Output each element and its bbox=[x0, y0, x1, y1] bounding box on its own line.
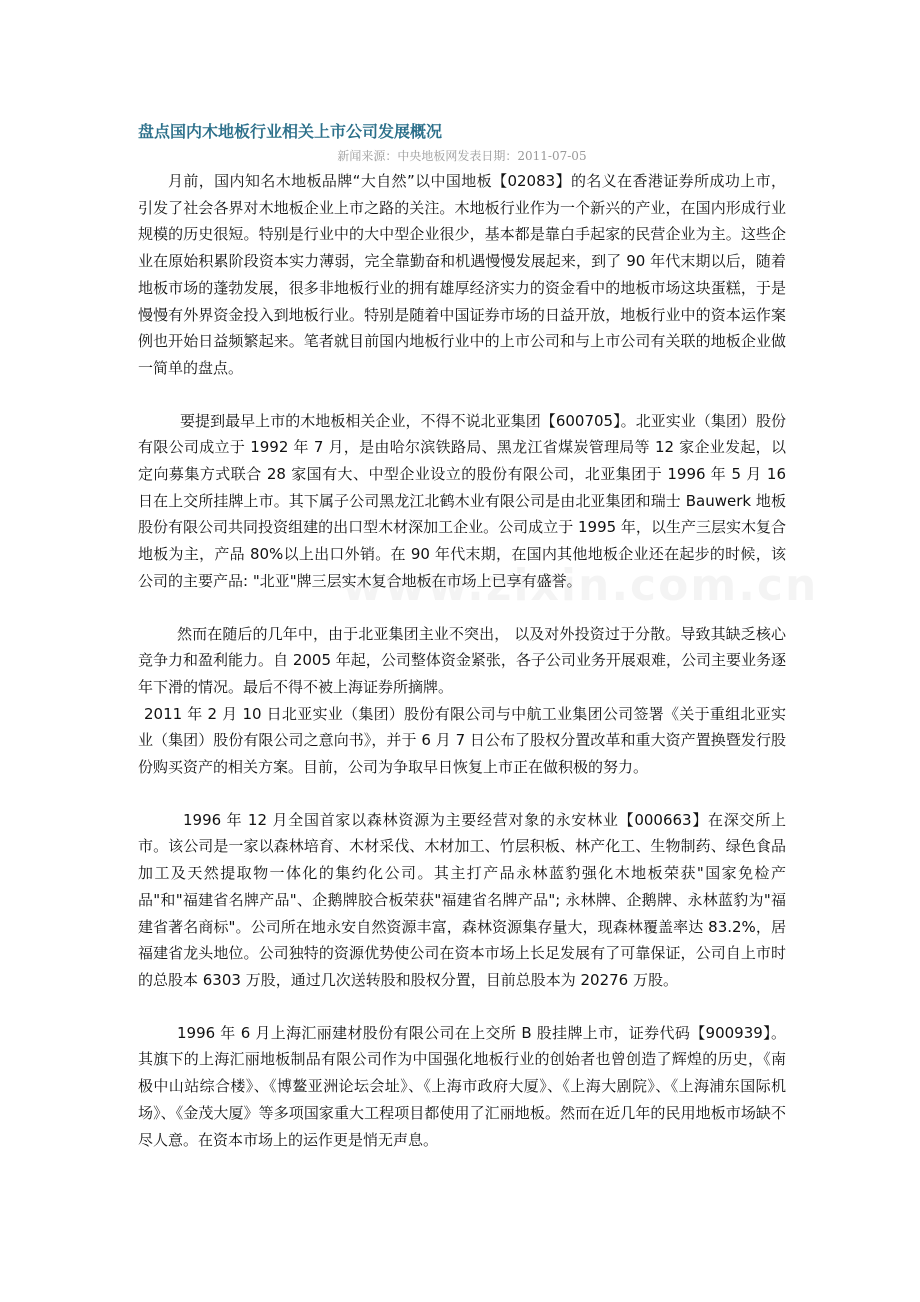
paragraph-gap bbox=[138, 994, 786, 1020]
paragraph-beiya-restructure: 2011 年 2 月 10 日北亚实业（集团）股份有限公司与中航工业集团公司签署《关于重组北亚实业（集团）股份有限公司之意向书》，并于 6 月 7 日公布了股权分置改革和重大资产置换暨发行股份购买资产的相关方案。目前，公司为争取早日恢复上市正在做积极的努力。 bbox=[138, 704, 786, 777]
paragraph-beiya-decline: 然而在随后的几年中，由于北亚集团主业不突出， 以及对外投资过于分散。导致其缺乏核心竞争力和盈利能力。自 2005 年起，公司整体资金紧张，各子公司业务开展艰难，公司主要业务逐年下滑的情况。最后不得不被上海证券所摘牌。 bbox=[138, 624, 786, 696]
article-title: 盘点国内木地板行业相关上市公司发展概况 bbox=[138, 122, 443, 141]
paragraph-gap bbox=[138, 781, 786, 807]
paragraph-gap bbox=[138, 595, 786, 621]
paragraph-yongan: 1996 年 12 月全国首家以森林资源为主要经营对象的永安林业【000663】在深交所上市。该公司是一家以森林培育、木材采伐、木材加工、竹层积板、林产化工、生物制药、绿色食品加工及天然提取物一体化的集约化公司。其主打产品永林蓝豹强化木地板荣获"国家免检产品"和"福建省名牌产品"、企鹅牌胶合板荣获"福建省名牌产品"; 永林牌、企鹅牌、永林蓝豹为"福建省著名商标"。公司所在地永安自然资源丰富，森林资源集存量大，现森林覆盖率达 83.2%，居福建省龙头地位。公司独特的资源优势使公司在资本市场上长足发展有了可靠保证，公司自上市时的总股本 6303 万股，通过几次送转股和股权分置，目前总股本为 20276 万股。 bbox=[138, 810, 786, 989]
article-meta: 新闻来源：中央地板网发表日期：2011-07-05 bbox=[337, 149, 587, 163]
paragraph-huili: 1996 年 6 月上海汇丽建材股份有限公司在上交所 B 股挂牌上市，证券代码【900939】。其旗下的上海汇丽地板制品有限公司作为中国强化地板行业的创始者也曾创造了辉煌的历史，《南极中山站综合楼》、《博鳌亚洲论坛会址》、《上海市政府大厦》、《上海大剧院》、《上海浦东国际机场》、《金茂大厦》等多项国家重大工程项目都使用了汇丽地板。然而在近几年的民用地板市场缺不尽人意。在资本市场上的运作更是悄无声息。 bbox=[138, 1023, 786, 1149]
paragraph-beiya: 要提到最早上市的木地板相关企业，不得不说北亚集团【600705】。北亚实业（集团）股份有限公司成立于 1992 年 7 月，是由哈尔滨铁路局、黑龙江省煤炭管理局等 12 家企业发起，以定向募集方式联合 28 家国有大、中型企业设立的股份有限公司，北亚集团于 1996 年 5 月 16 日在上交所挂牌上市。其下属子公司黑龙江北鹤木业有限公司是由北亚集团和瑞士 Bauwerk 地板股份有限公司共同投资组建的出口型木材深加工企业。公司成立于 1995 年，以生产三层实木复合地板为主，产品 80%以上出口外销。在 90 年代末期，在国内其他地板企业还在起步的时候，该公司的主要产品: "北亚"牌三层实木复合地板在市场上已享有盛誉。 bbox=[138, 411, 786, 590]
paragraph-gap bbox=[138, 382, 786, 408]
paragraph-intro: 月前，国内知名木地板品牌“大自然”以中国地板【02083】的名义在香港证券所成功上市，引发了社会各界对木地板企业上市之路的关注。木地板行业作为一个新兴的产业，在国内形成行业规模的历史很短。特别是行业中的大中型企业很少，基本都是靠白手起家的民营企业为主。这些企业在原始积累阶段资本实力薄弱，完全靠勤奋和机遇慢慢发展起来，到了 90 年代末期以后，随着地板市场的蓬勃发展，很多非地板行业的拥有雄厚经济实力的资金看中的地板市场这块蛋糕，于是慢慢有外界资金投入到地板行业。特别是随着中国证券市场的日益开放，地板行业中的资本运作案例也开始日益频繁起来。笔者就目前国内地板行业中的上市公司和与上市公司有关联的地板企业做一简单的盘点。 bbox=[138, 172, 786, 377]
article bbox=[138, 118, 786, 1153]
